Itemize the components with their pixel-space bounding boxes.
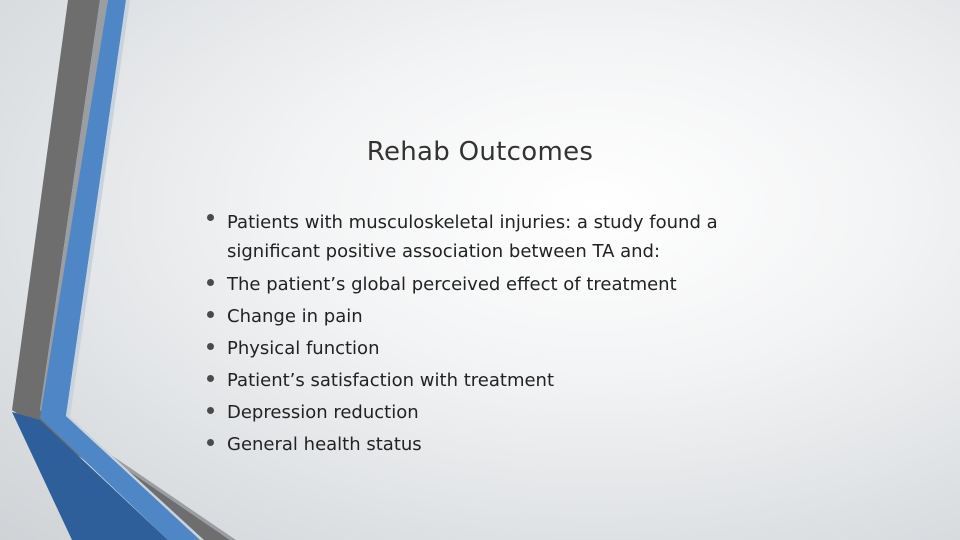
bullet-text: Patients with musculoskeletal injuries: a study found a significant positive association between TA and: — [227, 212, 718, 262]
bullet-text: General health status — [227, 434, 422, 455]
bullet-text: The patient’s global perceived effect of treatment — [227, 274, 677, 295]
bullet-item — [204, 301, 764, 333]
bullet-dot-icon — [207, 214, 214, 221]
bullet-item — [204, 269, 764, 301]
bullet-item — [204, 429, 764, 461]
bullet-dot-icon — [207, 343, 214, 350]
slide-title: Rehab Outcomes — [366, 137, 594, 167]
bullet-text: Depression reduction — [227, 402, 419, 423]
bullet-text: Physical function — [227, 338, 380, 359]
dark-blue-corner — [12, 412, 168, 540]
bullet-item — [204, 208, 764, 266]
bullet-dot-icon — [207, 375, 214, 382]
bullet-text: Change in pain — [227, 306, 363, 327]
bullet-list — [204, 208, 764, 461]
bullet-dot-icon — [207, 407, 214, 414]
bullet-text: Patient’s satisfaction with treatment — [227, 370, 555, 391]
bullet-item — [204, 333, 764, 365]
bullet-item — [204, 365, 764, 397]
bullet-item — [204, 397, 764, 429]
bullet-dot-icon — [207, 311, 214, 318]
bullet-dot-icon — [207, 279, 214, 286]
bullet-dot-icon — [207, 439, 214, 446]
